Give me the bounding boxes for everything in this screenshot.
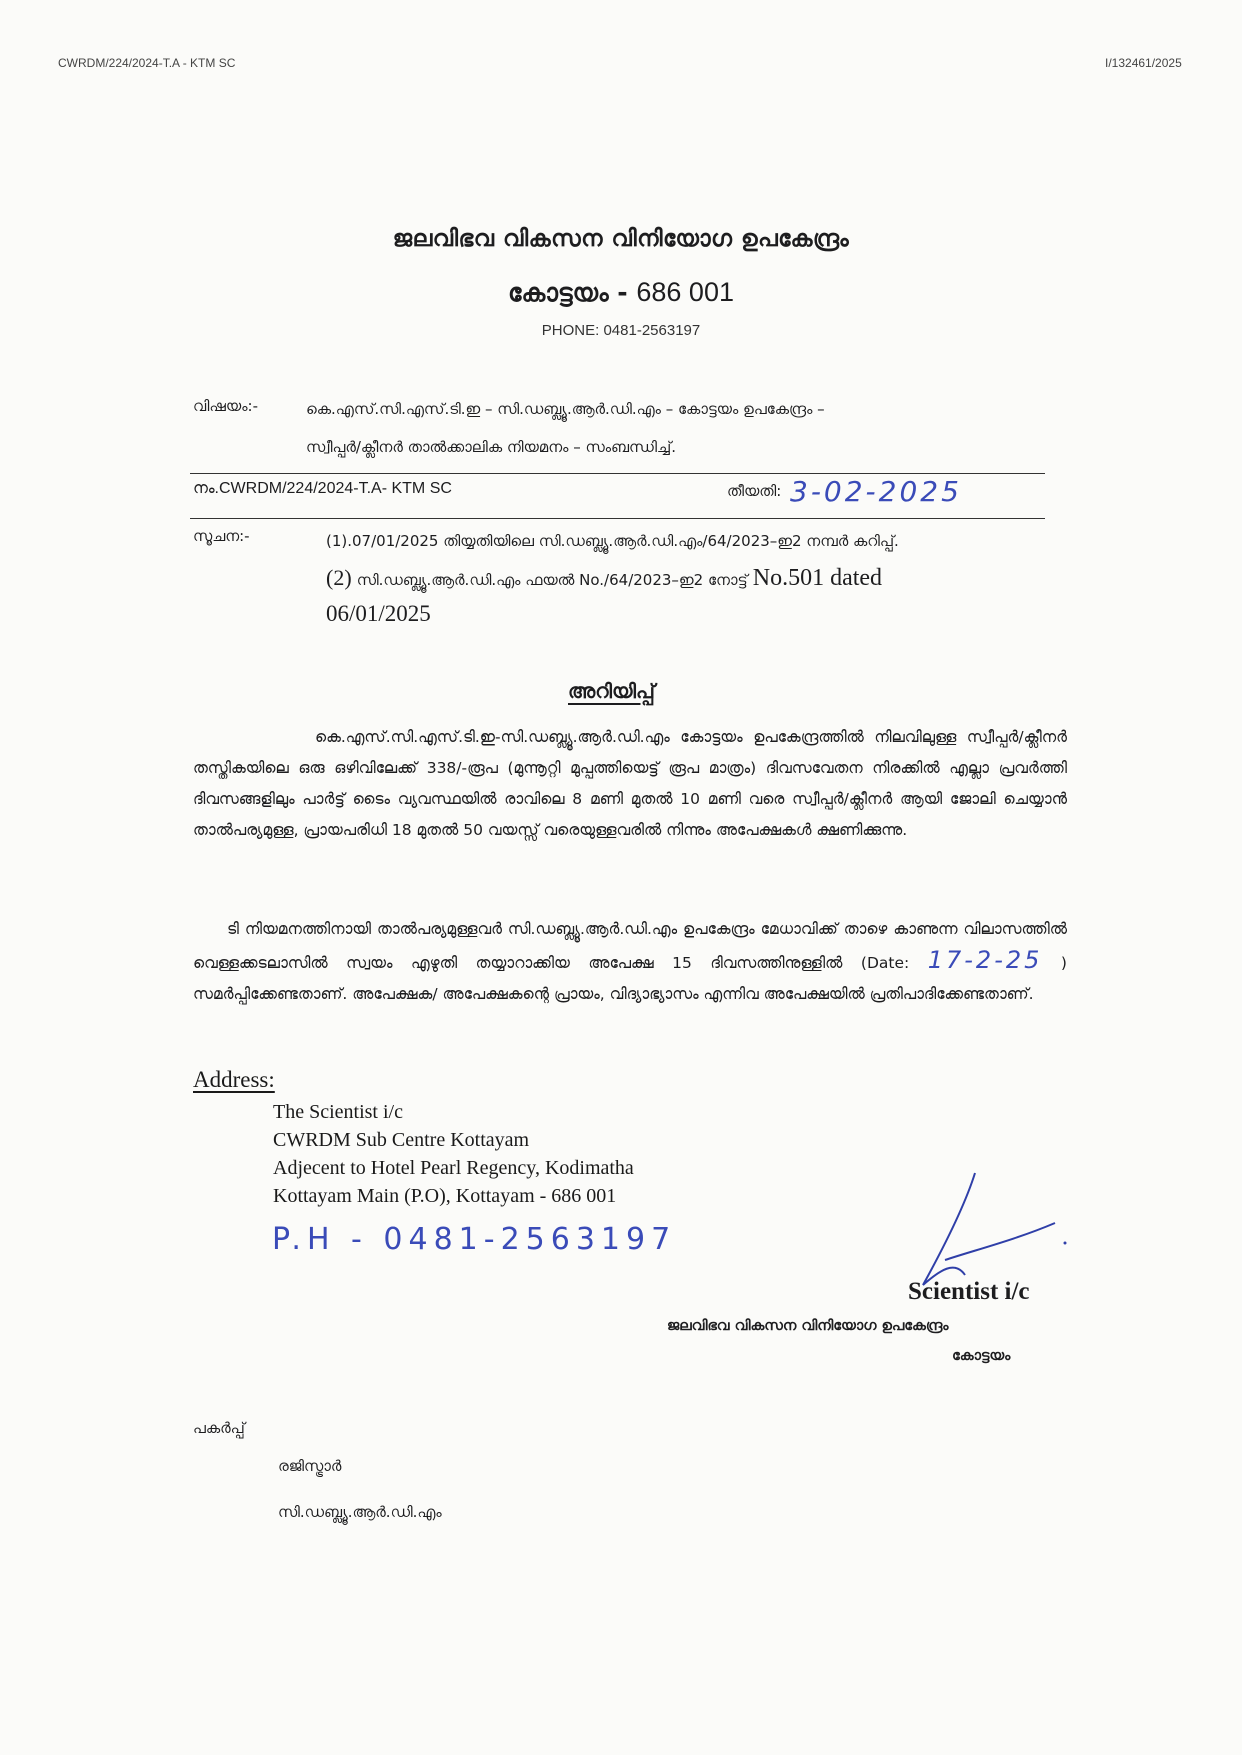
- city-line: [0, 277, 1242, 308]
- notice-paragraph-1: കെ.എസ്.സി.എസ്.ടി.ഇ-സി.ഡബ്ല്യൂ.ആർ.ഡി.എം കോട്ടയം ഉപകേന്ദ്രത്തിൽ നിലവിലുള്ള സ്വീപ്പർ/ക്ലീനർ തസ്തികയിലെ ഒരു ഒഴിവിലേക്ക് 338/-രൂപ (മുന്നൂറ്റി മുപ്പത്തിയെട്ട് രൂപ മാത്രം) ദിവസവേതന നിരക്കിൽ എല്ലാ പ്രവർത്തി ദിവസങ്ങളിലും പാർട്ട് ടൈം വ്യവസ്ഥയിൽ രാവിലെ 8 മണി മുതൽ 10 മണി വരെ സ്വീപ്പർ/ക്ലീനർ ആയി ജോലി ചെയ്യാൻ താൽപര്യമുള്ള, പ്രായപരിധി 18 മുതൽ 50 വയസ്സ് വരെയുള്ളവരിൽ നിന്നും അപേക്ഷകൾ ക്ഷണിക്കുന്നു.: [193, 728, 1067, 839]
- city-name: കോട്ടയം -: [508, 278, 628, 307]
- reference-2-date: 06/01/2025: [326, 601, 431, 626]
- letter-number: നം.CWRDM/224/2024-T.A- KTM SC: [193, 480, 452, 497]
- copy-label: പകർപ്പ്: [193, 1419, 245, 1437]
- handwritten-deadline: 17-2-25: [927, 946, 1043, 974]
- address-line-4: Kottayam Main (P.O), Kottayam - 686 001: [273, 1185, 617, 1207]
- reference-2-text: സി.ഡബ്ല്യൂ.ആർ.ഡി.എം ഫയൽ No./64/2023–ഇ2 നോട്ട്: [356, 571, 748, 589]
- notice-heading: അറിയിപ്പ്: [568, 679, 655, 703]
- address-line-1: The Scientist i/c: [273, 1101, 403, 1123]
- signatory-title: Scientist i/c: [908, 1278, 1030, 1305]
- subject-label: വിഷയം:-: [193, 397, 258, 415]
- reference-2-number: (2): [326, 565, 352, 590]
- signatory-place: കോട്ടയം: [952, 1348, 1011, 1364]
- header-right-ref: I/132461/2025: [1105, 56, 1182, 70]
- address-line-3: Adjecent to Hotel Pearl Regency, Kodimatha: [273, 1157, 634, 1179]
- handwritten-phone: P.H - 0481-2563197: [272, 1222, 677, 1257]
- address-label: Address:: [193, 1067, 275, 1092]
- handwritten-date: 3-02-2025: [790, 475, 962, 508]
- pin-code: 686 001: [636, 277, 734, 307]
- reference-2-serif: No.501 dated: [752, 565, 883, 591]
- copy-recipient-1: രജിസ്ട്രാർ: [278, 1457, 342, 1475]
- references-label: സൂചന:-: [193, 527, 250, 545]
- phone-line: PHONE: 0481-2563197: [541, 322, 701, 339]
- address-block: [273, 1098, 634, 1210]
- reference-1: (1).07/01/2025 തിയ്യതിയിലെ സി.ഡബ്ല്യൂ.ആർ.ഡി.എം/64/2023–ഇ2 നമ്പർ കറിപ്പ്.: [326, 532, 899, 550]
- rule-top: [190, 473, 1045, 474]
- subject-line-1: കെ.എസ്.സി.എസ്.ടി.ഇ – സി.ഡബ്ല്യൂ.ആർ.ഡി.എം – കോട്ടയം ഉപകേന്ദ്രം –: [306, 400, 825, 418]
- address-line-2: CWRDM Sub Centre Kottayam: [273, 1129, 530, 1151]
- rule-bottom: [190, 518, 1045, 519]
- org-title: ജലവിഭവ വികസന വിനിയോഗ ഉപകേന്ദ്രം: [392, 226, 850, 252]
- date-label: തീയതി:: [727, 482, 782, 500]
- reference-2: [326, 565, 882, 592]
- notice-paragraph-2-end: ) സമർപ്പിക്കേണ്ടതാണ്. അപേക്ഷക/ അപേക്ഷകന്റെ പ്രായം, വിദ്യാഭ്യാസം എന്നിവ അപേക്ഷയിൽ പ്രതിപാദിക്കേണ്ടതാണ്.: [193, 954, 1067, 1003]
- signature-mark: [905, 1165, 1075, 1295]
- signatory-org: ജലവിഭവ വികസന വിനിയോഗ ഉപകേന്ദ്രം: [667, 1318, 949, 1334]
- copy-recipient-2: സി.ഡബ്ല്യൂ.ആർ.ഡി.എം: [278, 1503, 442, 1521]
- header-left-ref: CWRDM/224/2024-T.A - KTM SC: [58, 56, 236, 70]
- notice-paragraph-2: [193, 914, 1067, 1010]
- notice-paragraph-2-start: ടി നിയമനത്തിനായി താൽപര്യമുള്ളവർ സി.ഡബ്ല്യൂ.ആർ.ഡി.എം ഉപകേന്ദ്രം മേധാവിക്ക് താഴെ കാണുന്ന വിലാസത്തിൽ വെള്ളക്കടലാസിൽ സ്വയം എഴുതി തയ്യാറാക്കിയ അപേക്ഷ 15 ദിവസത്തിനുള്ളിൽ (Date:: [193, 920, 1067, 972]
- subject-line-2: സ്വീപ്പർ/ക്ലീനർ താൽക്കാലിക നിയമനം – സംബന്ധിച്ച്.: [306, 438, 676, 456]
